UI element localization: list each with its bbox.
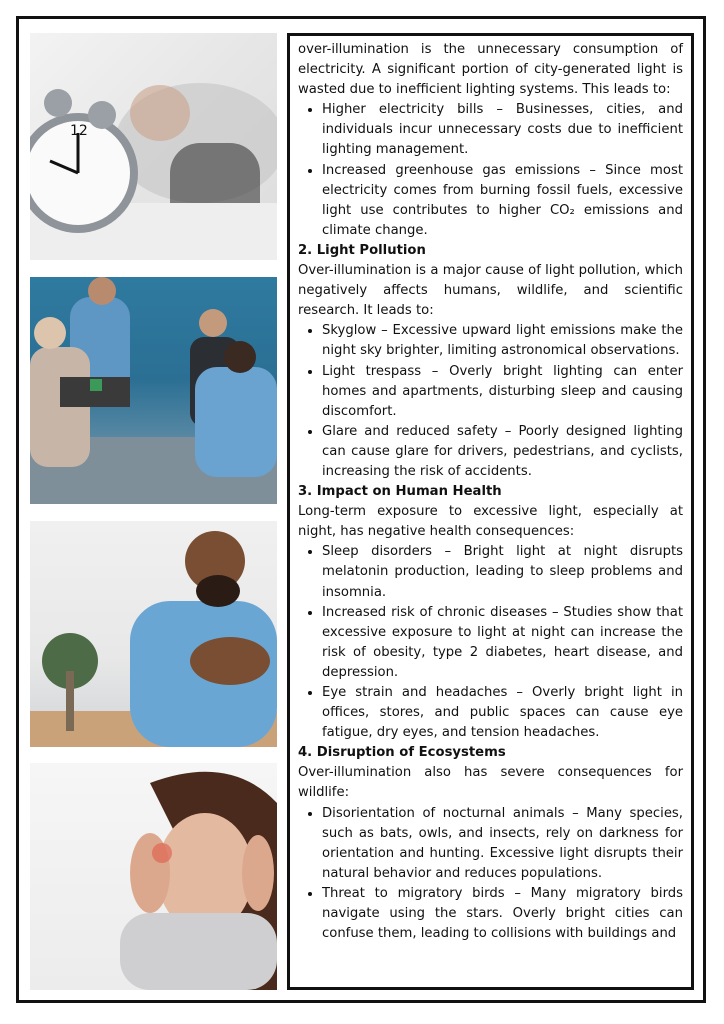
section-paragraph: Over-illumination is a major cause of light pollution, which negatively affects humans, wildlife, and scientific research. It leads to: — [298, 263, 683, 319]
headache-photo — [30, 763, 277, 990]
svg-text:12: 12 — [70, 123, 88, 139]
article-text — [287, 33, 694, 990]
list-item: • Sleep disorders – Bright light at night disrupts melatonin production, leading to sleep problems and insomnia. — [322, 542, 683, 602]
list-item: • Disorientation of nocturnal animals – Many species, such as bats, owls, and insects, rely on darkness for orientation and hunting. Excessive light disrupts their natural behavior and reduces populations. — [322, 804, 683, 884]
list-item: • Skyglow – Excessive upward light emissions make the night sky brighter, limiting astronomical observations. — [322, 321, 683, 361]
intro-paragraph: over-illumination is the unnecessary consumption of electricity. A significant portion of city-generated light is wasted due to inefficient lighting systems. This leads to: — [298, 42, 683, 98]
bullet-list — [298, 321, 683, 482]
section-heading-ecosystems: 4. Disruption of Ecosystems — [298, 745, 506, 761]
alarm-clock-photo — [30, 33, 277, 260]
list-item: • Higher electricity bills – Businesses, cities, and individuals incur unnecessary costs due to inefficient lighting management. — [322, 100, 683, 160]
bullet-list — [298, 804, 683, 945]
nursing-home-photo — [30, 277, 277, 504]
section-heading-light-pollution: 2. Light Pollution — [298, 242, 426, 258]
list-item: • Eye strain and headaches – Overly bright light in offices, stores, and public spaces can cause eye fatigue, dry eyes, and tension headaches. — [322, 683, 683, 743]
bullet-list — [298, 542, 683, 743]
list-item: • Increased greenhouse gas emissions – Since most electricity comes from burning fossil fuels, excessive light use contributes to higher CO₂ emissions and climate change. — [322, 161, 683, 241]
list-item: • Increased risk of chronic diseases – Studies show that excessive exposure to light at night can increase the risk of obesity, type 2 diabetes, heart disease, and depression. — [322, 603, 683, 683]
section-paragraph: Over-illumination also has severe consequences for wildlife: — [298, 765, 683, 801]
chest-pain-photo — [30, 521, 277, 747]
list-item: • Glare and reduced safety – Poorly designed lighting can cause glare for drivers, pedestrians, and cyclists, increasing the risk of accidents. — [322, 422, 683, 482]
list-item: • Light trespass – Overly bright lighting can enter homes and apartments, disturbing sleep and causing discomfort. — [322, 362, 683, 422]
section-heading-human-health: 3. Impact on Human Health — [298, 484, 502, 500]
list-item: • Threat to migratory birds – Many migratory birds navigate using the stars. Overly bright cities can confuse them, leading to collisions with buildings and — [322, 884, 683, 944]
intro-bullet-list — [298, 100, 683, 241]
section-paragraph: Long-term exposure to excessive light, especially at night, has negative health consequences: — [298, 504, 683, 540]
